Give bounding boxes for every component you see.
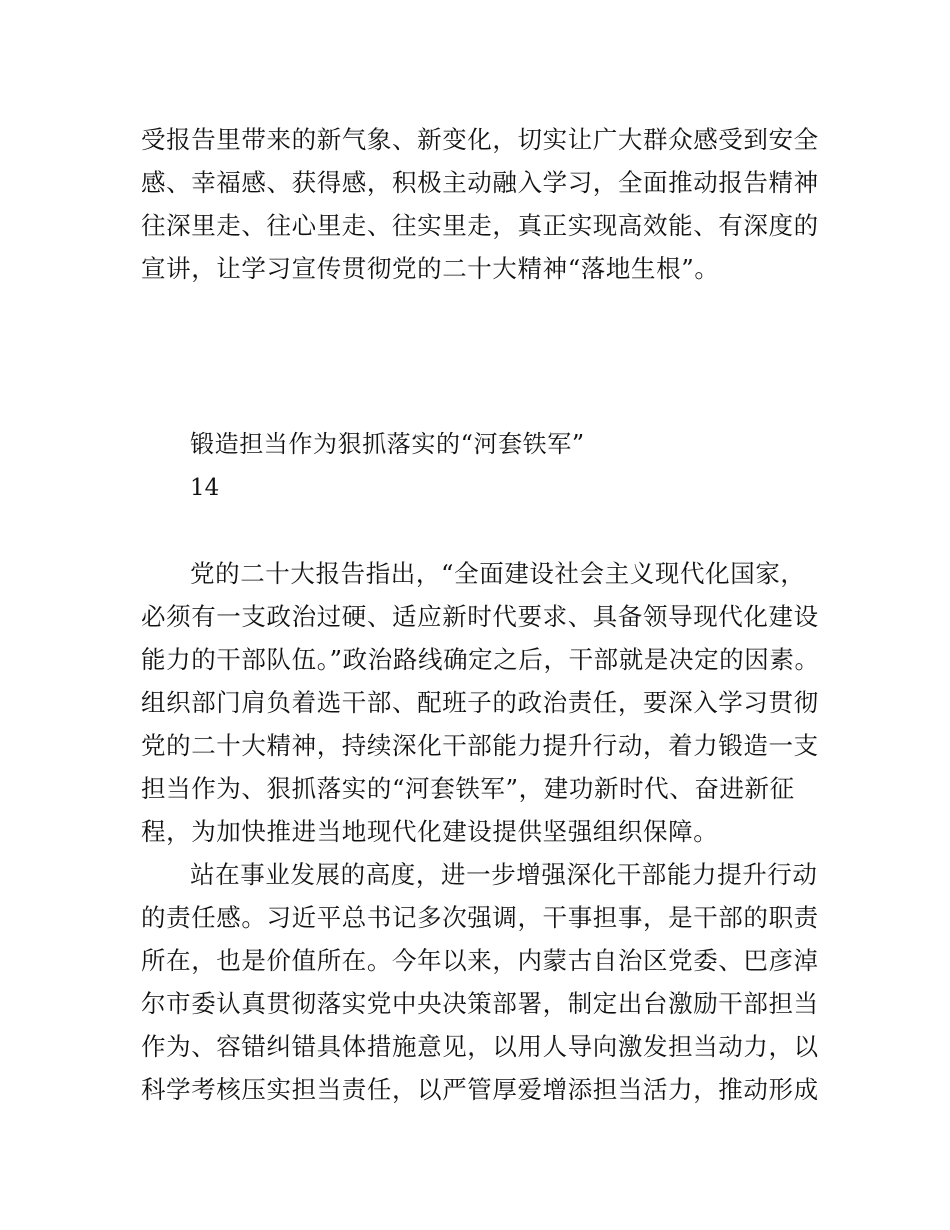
paragraph-line: 必须有一支政治过硬、适应新时代要求、具备领导现代化建设 [141, 602, 819, 631]
intro-line: 往深里走、往心里走、往实里走，真正实现高效能、有深度的 [141, 211, 819, 240]
paragraph-line: 作为、容错纠错具体措施意见，以用人导向激发担当动力，以 [141, 1032, 819, 1061]
paragraph-line: 能力的干部队伍。”政治路线确定之后，干部就是决定的因素。 [141, 645, 820, 674]
article-title: 锻造担当作为狠抓落实的“河套铁军” [190, 430, 585, 458]
paragraph-line: 担当作为、狠抓落实的“河套铁军”，建功新时代、奋进新征 [141, 774, 795, 803]
paragraph-line: 尔市委认真贯彻落实党中央决策部署，制定出台激励干部担当 [141, 989, 819, 1018]
paragraph-line: 党的二十大报告指出，“全面建设社会主义现代化国家， [190, 559, 806, 588]
intro-line: 宣讲，让学习宣传贯彻党的二十大精神“落地生根”。 [141, 254, 720, 283]
intro-line: 感、幸福感、获得感，积极主动融入学习，全面推动报告精神 [141, 168, 819, 197]
paragraph-line: 站在事业发展的高度，进一步增强深化干部能力提升行动 [190, 860, 818, 889]
paragraph-line: 的责任感。习近平总书记多次强调，干事担事，是干部的职责 [141, 903, 819, 932]
paragraph-line: 所在，也是价值所在。今年以来，内蒙古自治区党委、巴彦淖 [141, 946, 819, 975]
paragraph-line: 程，为加快推进当地现代化建设提供坚强组织保障。 [141, 817, 719, 846]
page-number: 14 [190, 475, 220, 501]
paragraph-line: 组织部门肩负着选干部、配班子的政治责任，要深入学习贯彻 [141, 688, 819, 717]
intro-line: 受报告里带来的新气象、新变化，切实让广大群众感受到安全 [141, 125, 819, 154]
paragraph-line: 科学考核压实担当责任，以严管厚爱增添担当活力，推动形成 [141, 1075, 819, 1104]
paragraph-line: 党的二十大精神，持续深化干部能力提升行动，着力锻造一支 [141, 731, 819, 760]
